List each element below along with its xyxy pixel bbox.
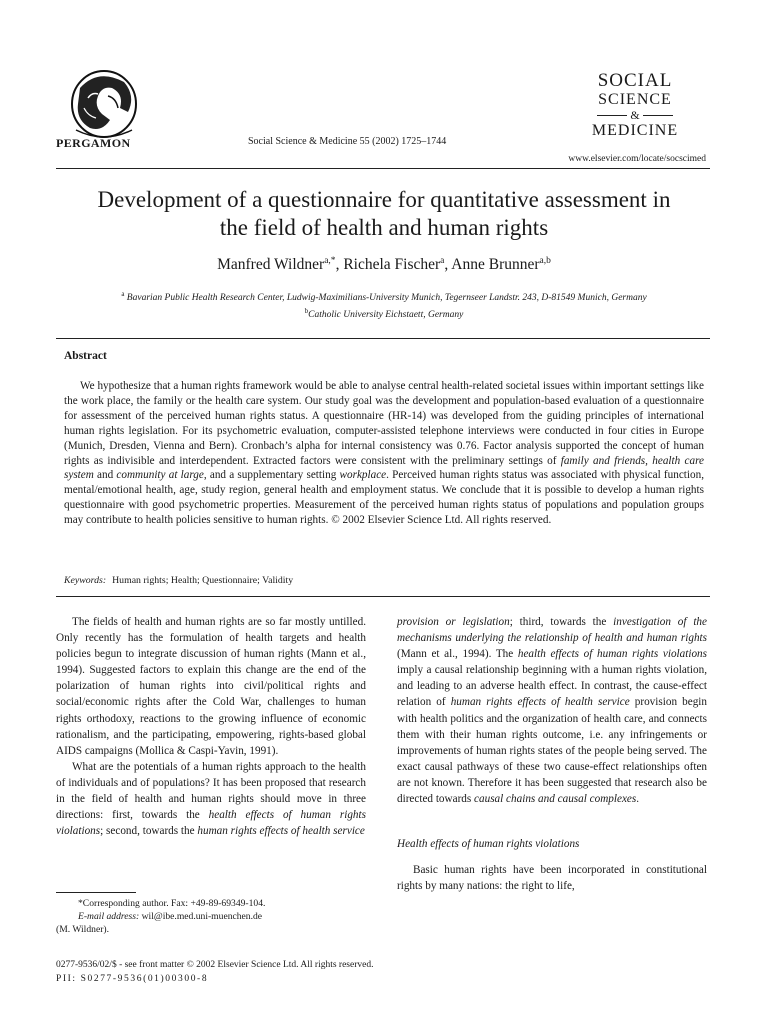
body-italic-run: investigation of the mechanisms underlying the relationship of health and human rights: [397, 616, 707, 645]
body-run: (Mann et al., 1994). The: [397, 648, 518, 661]
footnote-email-value[interactable]: wil@ibe.med.uni-muenchen.de: [139, 911, 263, 922]
abstract-heading: Abstract: [64, 350, 107, 362]
author-affiliation-mark[interactable]: a,b: [539, 256, 551, 266]
body-run: imply a causal relationship beginning with a human rights violation, and leading to an adverse health effect. In contrast, the cause-effect relation of: [397, 664, 707, 709]
masthead-rule-left: [597, 115, 627, 116]
body-top-divider: [56, 596, 710, 597]
author-affiliation-mark[interactable]: a: [440, 256, 445, 266]
header-divider: [56, 168, 710, 169]
body-italic-run: human rights effects of health service: [450, 696, 630, 709]
footnote-email-label: E-mail address:: [78, 911, 140, 922]
abstract-run: . Perceived human rights status was associated with physical function, mental/emotional health, age, study region, general health and employment status. We conclude that it is possible to develop a human rights questionnaire with good psychometric properties. Measurement of the perceived human rights status of populations and population groups may contribute to health policies sensitive to human rights. © 2002 Elsevier Science Ltd. All rights reserved.: [64, 469, 704, 527]
abstract-run: We hypothesize that a human rights framework would be able to analyse central health-related societal issues within important settings like the work place, the family or the health care system. Our study goal was the development and population-based evaluation of a questionnaire for assessment of the perceived human rights status. A questionnaire (HR-14) was developed from the guiding principles of international human rights legislation. For its psychometric evaluation, computer-assisted telephone interviews were conducted in four cities in Europe (Munich, Dresden, Vienna and Bern). Cronbach’s alpha for internal consistency was 0.76. Factor analysis supported the concept of human rights as indivisible and interdependent. Extracted factors were consistent with the preliminary settings of: [64, 380, 704, 467]
body-run: provision begin with health politics and the organization of health care, and connects them with their human rights outcome, i.e. any infringements or improvements of human rights states of the people being served. The exact causal pathways of these two cause-effect relationships often are not known. Therefore it has been suggested that research also be directed towards: [397, 696, 707, 806]
body-run: ; second, towards the: [100, 825, 198, 838]
affiliation-mark-b: b: [304, 307, 309, 316]
journal-ampersand-row: [580, 109, 690, 122]
author-name: Manfred Wildner: [217, 256, 325, 274]
keywords-label: Keywords:: [64, 575, 107, 586]
masthead-rule-right: [643, 115, 673, 116]
body-run: .: [636, 793, 640, 806]
body-italic-run: human rights effects of health service: [197, 825, 365, 838]
author-list: [40, 256, 728, 274]
body-paragraph: [56, 759, 366, 839]
footer-copyright: 0277-9536/02/$ - see front matter © 2002 Elsevier Science Ltd. All rights reserved.: [56, 960, 374, 970]
body-run: What are the potentials of a human rights approach to the health of individuals and of populations? It has been proposed that research in the field of health and human rights should move in three directions: first, towards the: [56, 760, 366, 822]
body-run: ; third, towards the: [509, 616, 614, 628]
footnote-email: [56, 910, 366, 923]
abstract-text: [64, 379, 704, 528]
author-name: Anne Brunner: [451, 256, 540, 274]
body-italic-run: causal chains and causal complexes: [474, 793, 637, 806]
affiliation-mark-a: a: [121, 290, 125, 298]
journal-ampersand: &: [630, 108, 640, 122]
affiliation-b: [40, 305, 728, 322]
footer-pii: PII: S0277-9536(01)00300-8: [56, 974, 209, 984]
article-title-line2: the field of health and human rights: [219, 215, 549, 240]
body-italic-run: health effects of human rights violations: [517, 648, 707, 661]
body-column-right: [397, 614, 707, 894]
body-column-left: [56, 614, 366, 839]
publisher-name: PERGAMON: [56, 136, 131, 150]
journal-citation: Social Science & Medicine 55 (2002) 1725–1744: [248, 136, 447, 147]
body-paragraph: [397, 614, 707, 807]
article-title-line1: Development of a questionnaire for quantitative assessment in: [97, 187, 671, 212]
section-heading: Health effects of human rights violations: [397, 838, 580, 851]
keywords-value: Human rights; Health; Questionnaire; Validity: [112, 575, 294, 586]
author-name: Richela Fischer: [343, 256, 441, 274]
footnote-divider: [56, 892, 136, 893]
abstract-italic-run: community at large: [116, 469, 204, 482]
journal-title-line2: SCIENCE: [598, 91, 672, 108]
footnote-name: (M. Wildner).: [56, 924, 109, 935]
author-separator: ,: [444, 256, 452, 274]
page-footer: [56, 958, 373, 986]
affiliation-a: [40, 288, 728, 305]
footnote: [56, 897, 366, 936]
abstract-run: and: [93, 469, 117, 482]
footnote-corresponding-author: *Corresponding author. Fax: +49-89-69349-104.: [78, 898, 266, 909]
affiliation-b-text: Catholic University Eichstaett, Germany: [308, 310, 464, 321]
abstract-run: , and a supplementary setting: [203, 469, 340, 482]
affiliation-a-text: Bavarian Public Health Research Center, Ludwig-Maximilians-University Munich, Tegernseer Landstr. 243, D-81549 Munich, Germany: [124, 293, 647, 304]
article-title: [40, 186, 728, 242]
journal-url[interactable]: www.elsevier.com/locate/socscimed: [568, 154, 706, 164]
body-paragraph: Basic human rights have been incorporated in constitutional rights by many nations: the right to life,: [397, 864, 707, 893]
body-italic-run: provision or legislation: [397, 616, 510, 628]
journal-title-line3: MEDICINE: [591, 122, 679, 139]
abstract-italic-run: family and friends, health care system: [64, 454, 704, 482]
abstract-top-divider: [56, 338, 710, 339]
journal-title-line1: SOCIAL: [597, 70, 673, 91]
abstract-italic-run: workplace: [339, 469, 387, 482]
author-separator: ,: [335, 256, 344, 274]
author-affiliation-mark[interactable]: a,*: [324, 256, 336, 266]
body-italic-run: health effects of human rights violations: [56, 809, 366, 838]
journal-masthead: [580, 70, 690, 140]
keywords: [64, 575, 293, 586]
body-paragraph: The fields of health and human rights are so far mostly untilled. Only recently has the formulation of health targets and health policies begun to integrate discussion of human rights (Mann et al., 1994). Suggested factors to explain this change are the end of the polarization of human rights into civil/political rights and social/economic rights after the Cold War, challenges to human rights orthodoxy, reactions to the growing influence of economic rationalism, and the participating, empowering, rights-based global AIDS campaigns (Mollica & Caspi-Yavin, 1991).: [56, 616, 366, 757]
affiliations: [40, 288, 728, 322]
